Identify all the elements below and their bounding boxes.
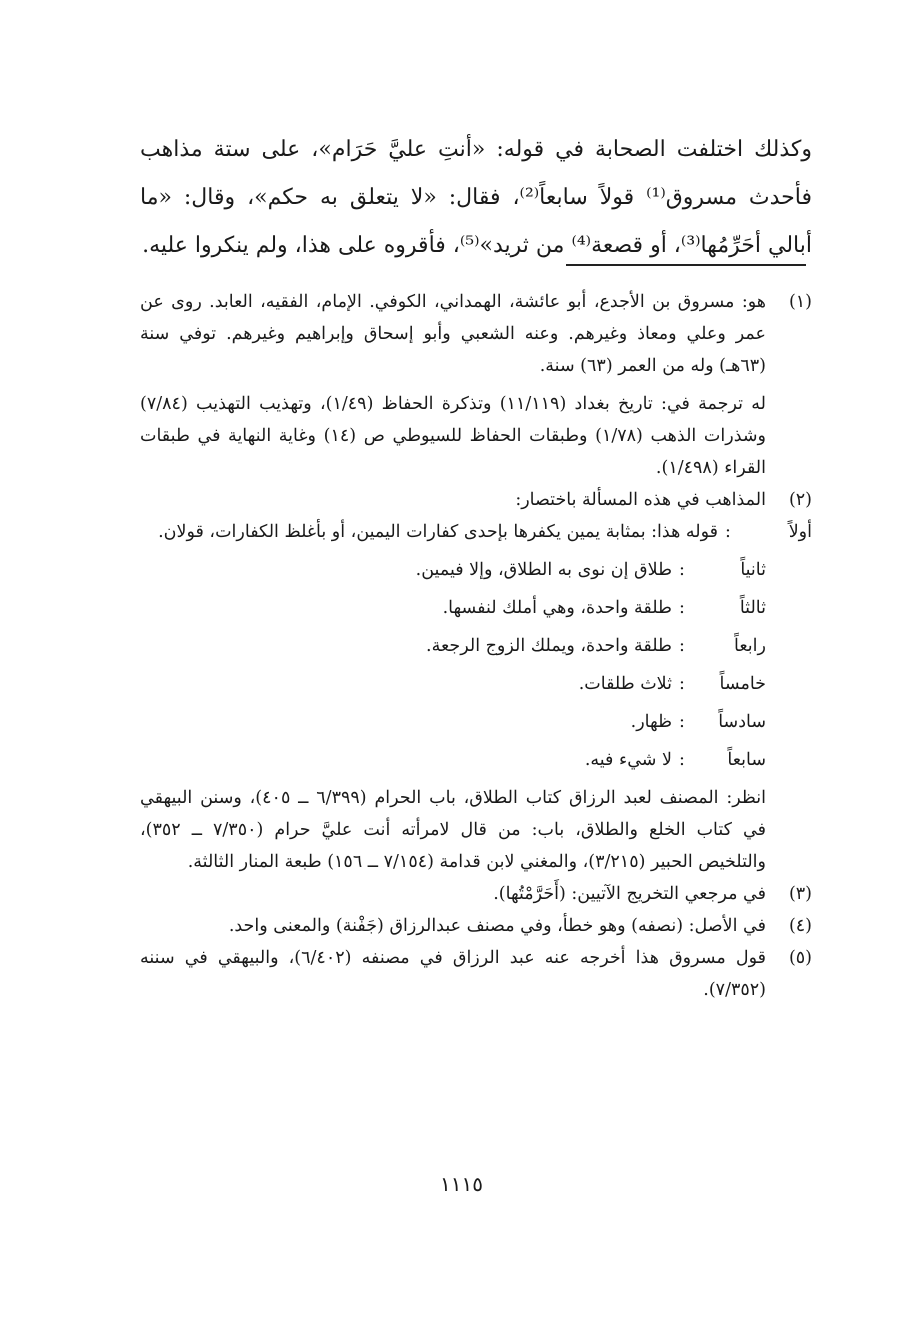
opinion-label: خامساً xyxy=(719,674,766,694)
list-item: أولاً : قوله هذا: بمثابة يمين يكفرها بإحدى كفارات اليمين، أو بأغلظ الكفارات، قولان. xyxy=(140,516,812,548)
list-item: سادساً : ظهار. xyxy=(140,706,766,738)
opinion-text: ثلاث طلقات. xyxy=(578,674,672,694)
opinion-label: ثالثاً xyxy=(739,598,766,618)
footnote-text: هو: مسروق بن الأجدع، أبو عائشة، الهمداني، الكوفي. الإمام، الفقيه، العابد. روى عن عمر وعلي ومعاذ وغيرهم. وعنه الشعبي وأبو إسحاق وإبراهيم وغيرهم. توفي سنة (٦٣هـ) وله من العمر (٦٣) سنة. xyxy=(140,292,766,376)
opinions-list xyxy=(140,516,812,776)
footnote-text: في الأصل: (نصفه) وهو خطأ، وفي مصنف عبدالرزاق (جَفْنة) والمعنى واحد. xyxy=(228,916,766,936)
footnote-number: (٥) xyxy=(788,948,812,968)
list-item: سابعاً : لا شيء فيه. xyxy=(140,744,766,776)
opinion-text: ظهار. xyxy=(630,712,672,732)
page-number: ١١١٥ xyxy=(440,1172,483,1196)
opinion-text: لا شيء فيه. xyxy=(584,750,672,770)
footnote-text: قول مسروق هذا أخرجه عنه عبد الرزاق في مصنفه (٦/٤٠٢)، والبيهقي في سننه (٧/٣٥٢). xyxy=(140,948,766,1000)
footnote-4 xyxy=(140,910,812,942)
opinion-label: سادساً xyxy=(718,712,766,732)
footnote-number: (٤) xyxy=(788,916,812,936)
footnote-number: (١) xyxy=(788,292,812,312)
footnote-5 xyxy=(140,942,812,1006)
opinion-label: أولاً xyxy=(788,522,812,542)
list-item: رابعاً : طلقة واحدة، ويملك الزوج الرجعة. xyxy=(140,630,766,662)
opinion-label: سابعاً xyxy=(727,750,766,770)
opinion-label: ثانياً xyxy=(740,560,766,580)
list-item: ثانياً : طلاق إن نوى به الطلاق، وإلا فيمين. xyxy=(140,554,766,586)
opinion-text: قوله هذا: بمثابة يمين يكفرها بإحدى كفارات اليمين، أو بأغلظ الكفارات، قولان. xyxy=(158,522,718,542)
list-item: ثالثاً : طلقة واحدة، وهي أملك لنفسها. xyxy=(140,592,766,624)
opinion-text: طلقة واحدة، وهي أملك لنفسها. xyxy=(442,598,672,618)
footnote-text: في مرجعي التخريج الآتيين: (أَحَرَّمْتُها). xyxy=(493,884,766,904)
footnotes xyxy=(140,286,812,1006)
footnote-separator xyxy=(566,264,806,266)
footnote-number: (٣) xyxy=(788,884,812,904)
list-item: خامساً : ثلاث طلقات. xyxy=(140,668,766,700)
footnote-references: انظر: المصنف لعبد الرزاق كتاب الطلاق، باب الحرام (٦/٣٩٩ ــ ٤٠٥)، وسنن البيهقي في كتاب الخلع والطلاق، باب: من قال لامرأته أنت عليَّ حرام (٧/٣٥٠ ــ ٣٥٢)، والتلخيص الحبير (٣/٢١٥)، والمغني لابن قدامة (٧/١٥٤ ــ ١٥٦) طبعة المنار الثالثة. xyxy=(140,788,766,872)
footnote-1 xyxy=(140,286,812,484)
opinion-text: طلاق إن نوى به الطلاق، وإلا فيمين. xyxy=(415,560,672,580)
footnote-number: (٢) xyxy=(788,490,812,510)
footnote-3 xyxy=(140,878,812,910)
opinion-label: رابعاً xyxy=(734,636,766,656)
opinion-text: طلقة واحدة، ويملك الزوج الرجعة. xyxy=(426,636,672,656)
footnote-text: له ترجمة في: تاريخ بغداد (١١/١١٩) وتذكرة الحفاظ (١/٤٩)، وتهذيب التهذيب (٧/٨٤) وشذرات الذهب (١/٧٨) وطبقات الحفاظ للسيوطي ص (١٤) وغاية النهاية في طبقات القراء (١/٤٩٨). xyxy=(140,394,766,478)
footnote-2 xyxy=(140,484,812,878)
footnote-text: المذاهب في هذه المسألة باختصار: xyxy=(515,490,766,510)
main-paragraph: وكذلك اختلفت الصحابة في قوله: «أنتِ عليَّ حَرَام»، على ستة مذاهب فأحدث مسروق⁽¹⁾ قولاً سابعاً⁽²⁾، فقال: «لا يتعلق به حكم»، وقال: «ما أبالي أحَرِّمُها⁽³⁾، أو قصعة⁽⁴⁾ من ثريد»⁽⁵⁾، فأقروه على هذا، ولم ينكروا عليه. xyxy=(140,137,812,258)
